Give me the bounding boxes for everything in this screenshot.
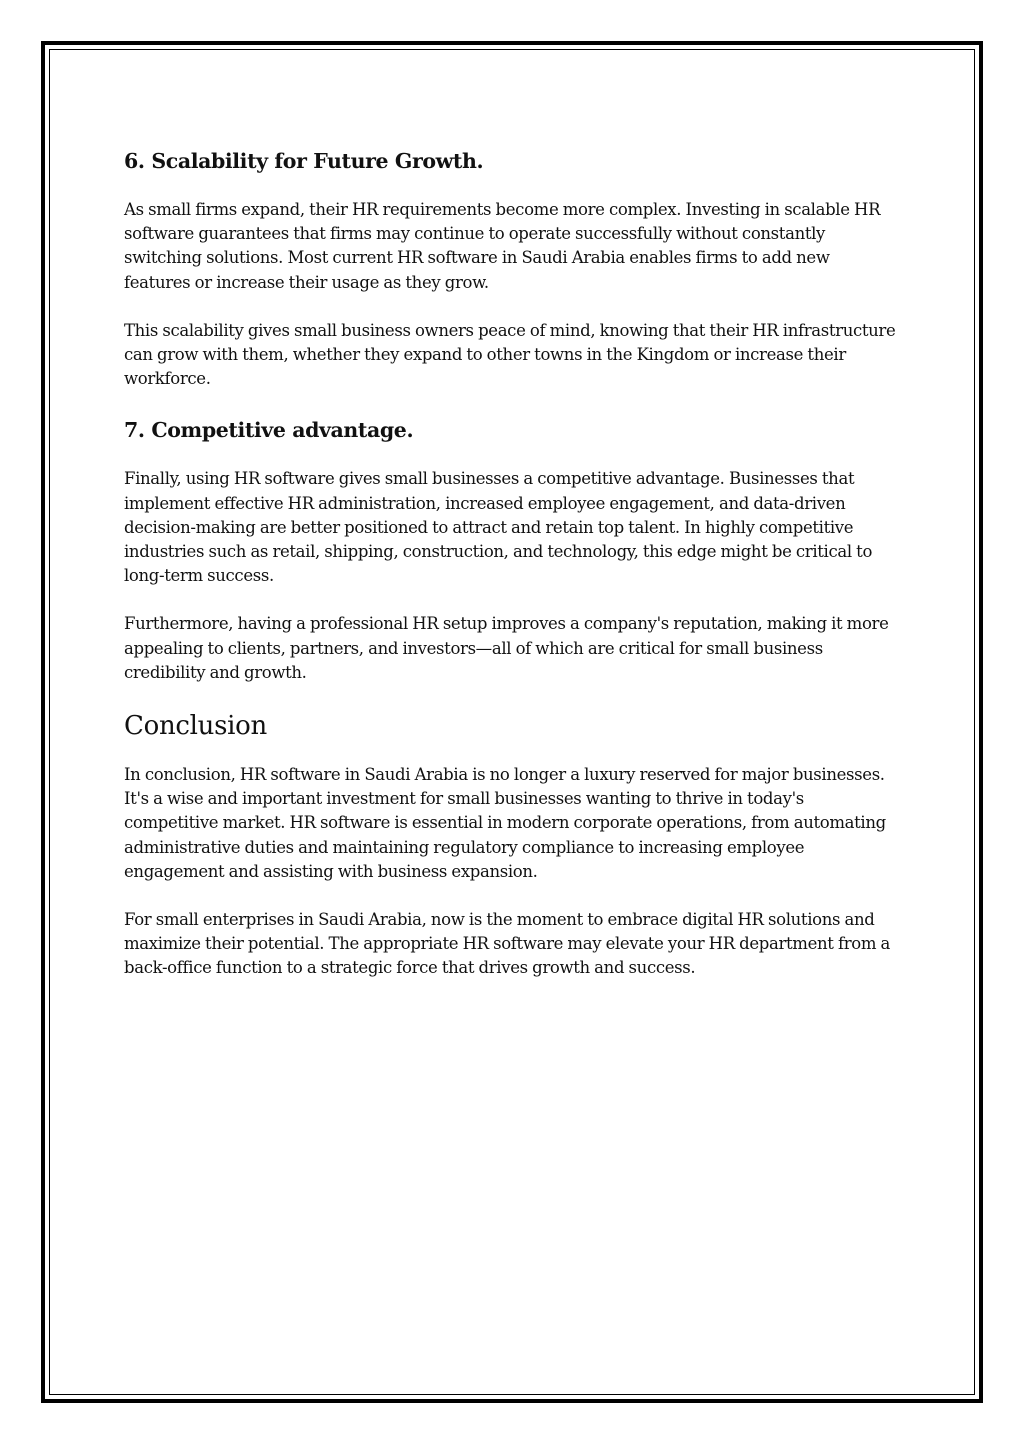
paragraph: This scalability gives small business owners peace of mind, knowing that their HR infrastructure can grow with them, whether they expand to other towns in the Kingdom or increase their workforce. — [124, 320, 896, 389]
paragraph: For small enterprises in Saudi Arabia, now is the moment to embrace digital HR solutions and maximize their potential. The appropriate HR software may elevate your HR department from a back-office function to a strategic force that drives growth and success. — [124, 910, 891, 978]
section-conclusion — [124, 709, 900, 981]
section-heading: 7. Competitive advantage. — [124, 418, 414, 443]
paragraph: Finally, using HR software gives small businesses a competitive advantage. Businesses that implement effective HR administration, increased employee engagement, and data-driven decision-making are better positioned to attract and retain top talent. In highly competitive industries such as retail, shipping, construction, and technology, this edge might be critical to long-term success. — [124, 469, 873, 586]
paragraph: Furthermore, having a professional HR setup improves a company's reputation, making it more appealing to clients, partners, and investors—all of which are critical for small business credibility and growth. — [124, 614, 889, 682]
paragraph: In conclusion, HR software in Saudi Arabia is no longer a luxury reserved for major businesses. It's a wise and important investment for small businesses wanting to thrive in today's competitive market. HR software is essential in modern corporate operations, from automating administrative duties and maintaining regulatory compliance to increasing employee engagement and assisting with business expansion. — [124, 765, 886, 881]
paragraph: As small firms expand, their HR requirements become more complex. Investing in scalable HR software guarantees that firms may continue to operate successfully without constantly switching solutions. Most current HR software in Saudi Arabia enables firms to add new features or increase their usage as they grow. — [124, 200, 881, 292]
document-body — [124, 146, 900, 1005]
section-competitive-advantage — [124, 415, 900, 685]
conclusion-heading: Conclusion — [124, 711, 267, 742]
section-heading: 6. Scalability for Future Growth. — [124, 149, 484, 173]
section-scalability — [124, 146, 900, 391]
